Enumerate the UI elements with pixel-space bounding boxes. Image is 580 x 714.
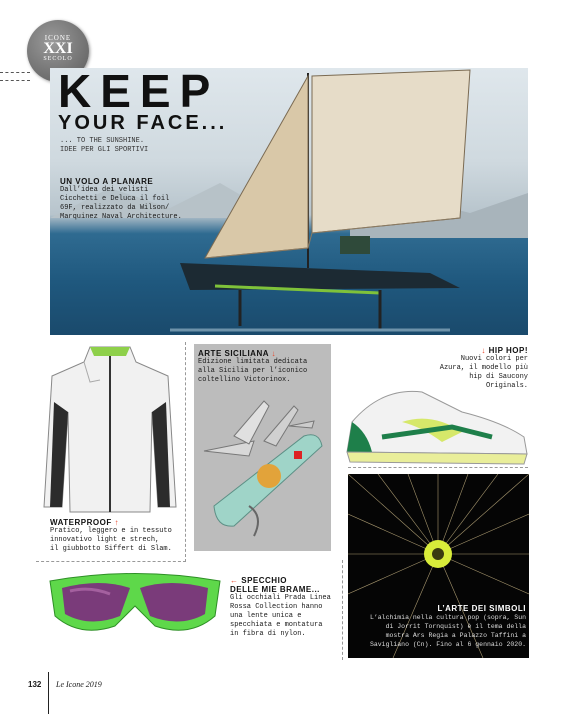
waterproof-line: innovativo light e strech, [50, 536, 160, 544]
sneaker-dashed-rule [348, 467, 528, 468]
specchio-line: Gli occhiali Prada Linea [230, 594, 331, 602]
hiphop-heading: HIP HOP! [488, 346, 528, 355]
footer-rule [48, 672, 49, 714]
hiphop-line: Originals. [485, 382, 528, 390]
simboli-line: di Jorrit Tornquist) è il tema della [385, 623, 526, 630]
badge-middle: XXI [43, 40, 73, 57]
hero-title: KEEP [58, 65, 220, 117]
specchio-line: una lente unica e [230, 612, 302, 620]
specchio-line: Rossa Collection hanno [230, 603, 323, 611]
arrow-down-icon: ↓ [271, 349, 276, 358]
volo-line: 69F, realizzato da Wilson/ [60, 204, 170, 212]
waterproof-caption [50, 518, 190, 554]
arte-line: alla Sicilia per l’iconico [198, 367, 308, 375]
arrow-up-icon: ↑ [114, 518, 119, 527]
badge-bottom: SECOLO [43, 56, 73, 62]
simboli-line: mostra Ars Regia a Palazzo Taffini a [385, 632, 526, 639]
hero-tagline-2: IDEE PER GLI SPORTIVI [60, 146, 149, 154]
hiphop-line: Nuovi colori per [460, 355, 528, 363]
waterproof-line: il giubbotto Siffert di Slam. [50, 545, 172, 553]
hiphop-line: hip di Saucony [469, 373, 528, 381]
waterproof-line: Pratico, leggero e in tessuto [50, 527, 172, 535]
page-number: 132 [28, 680, 42, 689]
specchio-line: specchiata e montatura [230, 621, 323, 629]
top-dashed-rule-2 [0, 80, 30, 81]
simboli-line: L’alchimia nella cultura pop (sopra, Sun [369, 614, 526, 621]
arte-line: Edizione limitata dedicata [198, 358, 308, 366]
top-dashed-rule [0, 72, 30, 73]
volo-line: Dall’idea dei velisti [60, 186, 149, 194]
arte-line: coltellino Victorinox. [198, 376, 291, 384]
publication-name: Le Icone 2019 [56, 680, 102, 689]
hiphop-line: Azura, il modello più [439, 364, 528, 372]
knife-image [194, 396, 331, 546]
volo-heading: UN VOLO A PLANARE [60, 177, 154, 186]
specchio-heading-2: DELLE MIE BRAME... [230, 585, 320, 594]
badge-top: ICONE [44, 34, 72, 42]
specchio-caption [230, 576, 345, 639]
volo-line: Cicchetti e Deluca il foil [60, 195, 170, 203]
arte-heading: ARTE SICILIANA [198, 349, 269, 358]
waterproof-heading: WATERPROOF [50, 518, 112, 527]
hero-subtitle: YOUR FACE... [58, 112, 228, 134]
simboli-caption [354, 604, 526, 649]
jacket-image [40, 342, 180, 517]
sun-artwork-panel [348, 474, 529, 658]
specchio-heading-1: SPECCHIO [241, 576, 288, 585]
sunglasses-image [40, 566, 230, 646]
hero-tagline-1: ... TO THE SUNSHINE. [60, 137, 145, 145]
arte-panel [194, 344, 331, 551]
arrow-down-icon: ↓ [481, 346, 486, 355]
arrow-left-icon: ← [230, 576, 239, 585]
sneaker-image [342, 382, 532, 472]
simboli-heading: L’ARTE DEI SIMBOLI [437, 604, 526, 613]
specchio-line: in fibra di nylon. [230, 630, 306, 638]
volo-caption [60, 177, 230, 222]
specchio-divider [342, 560, 343, 660]
volo-line: Marquinez Naval Architecture. [60, 213, 182, 221]
simboli-line: Savigliano (Cn). Fino al 6 gennaio 2020. [369, 641, 526, 648]
arte-caption [198, 349, 328, 385]
